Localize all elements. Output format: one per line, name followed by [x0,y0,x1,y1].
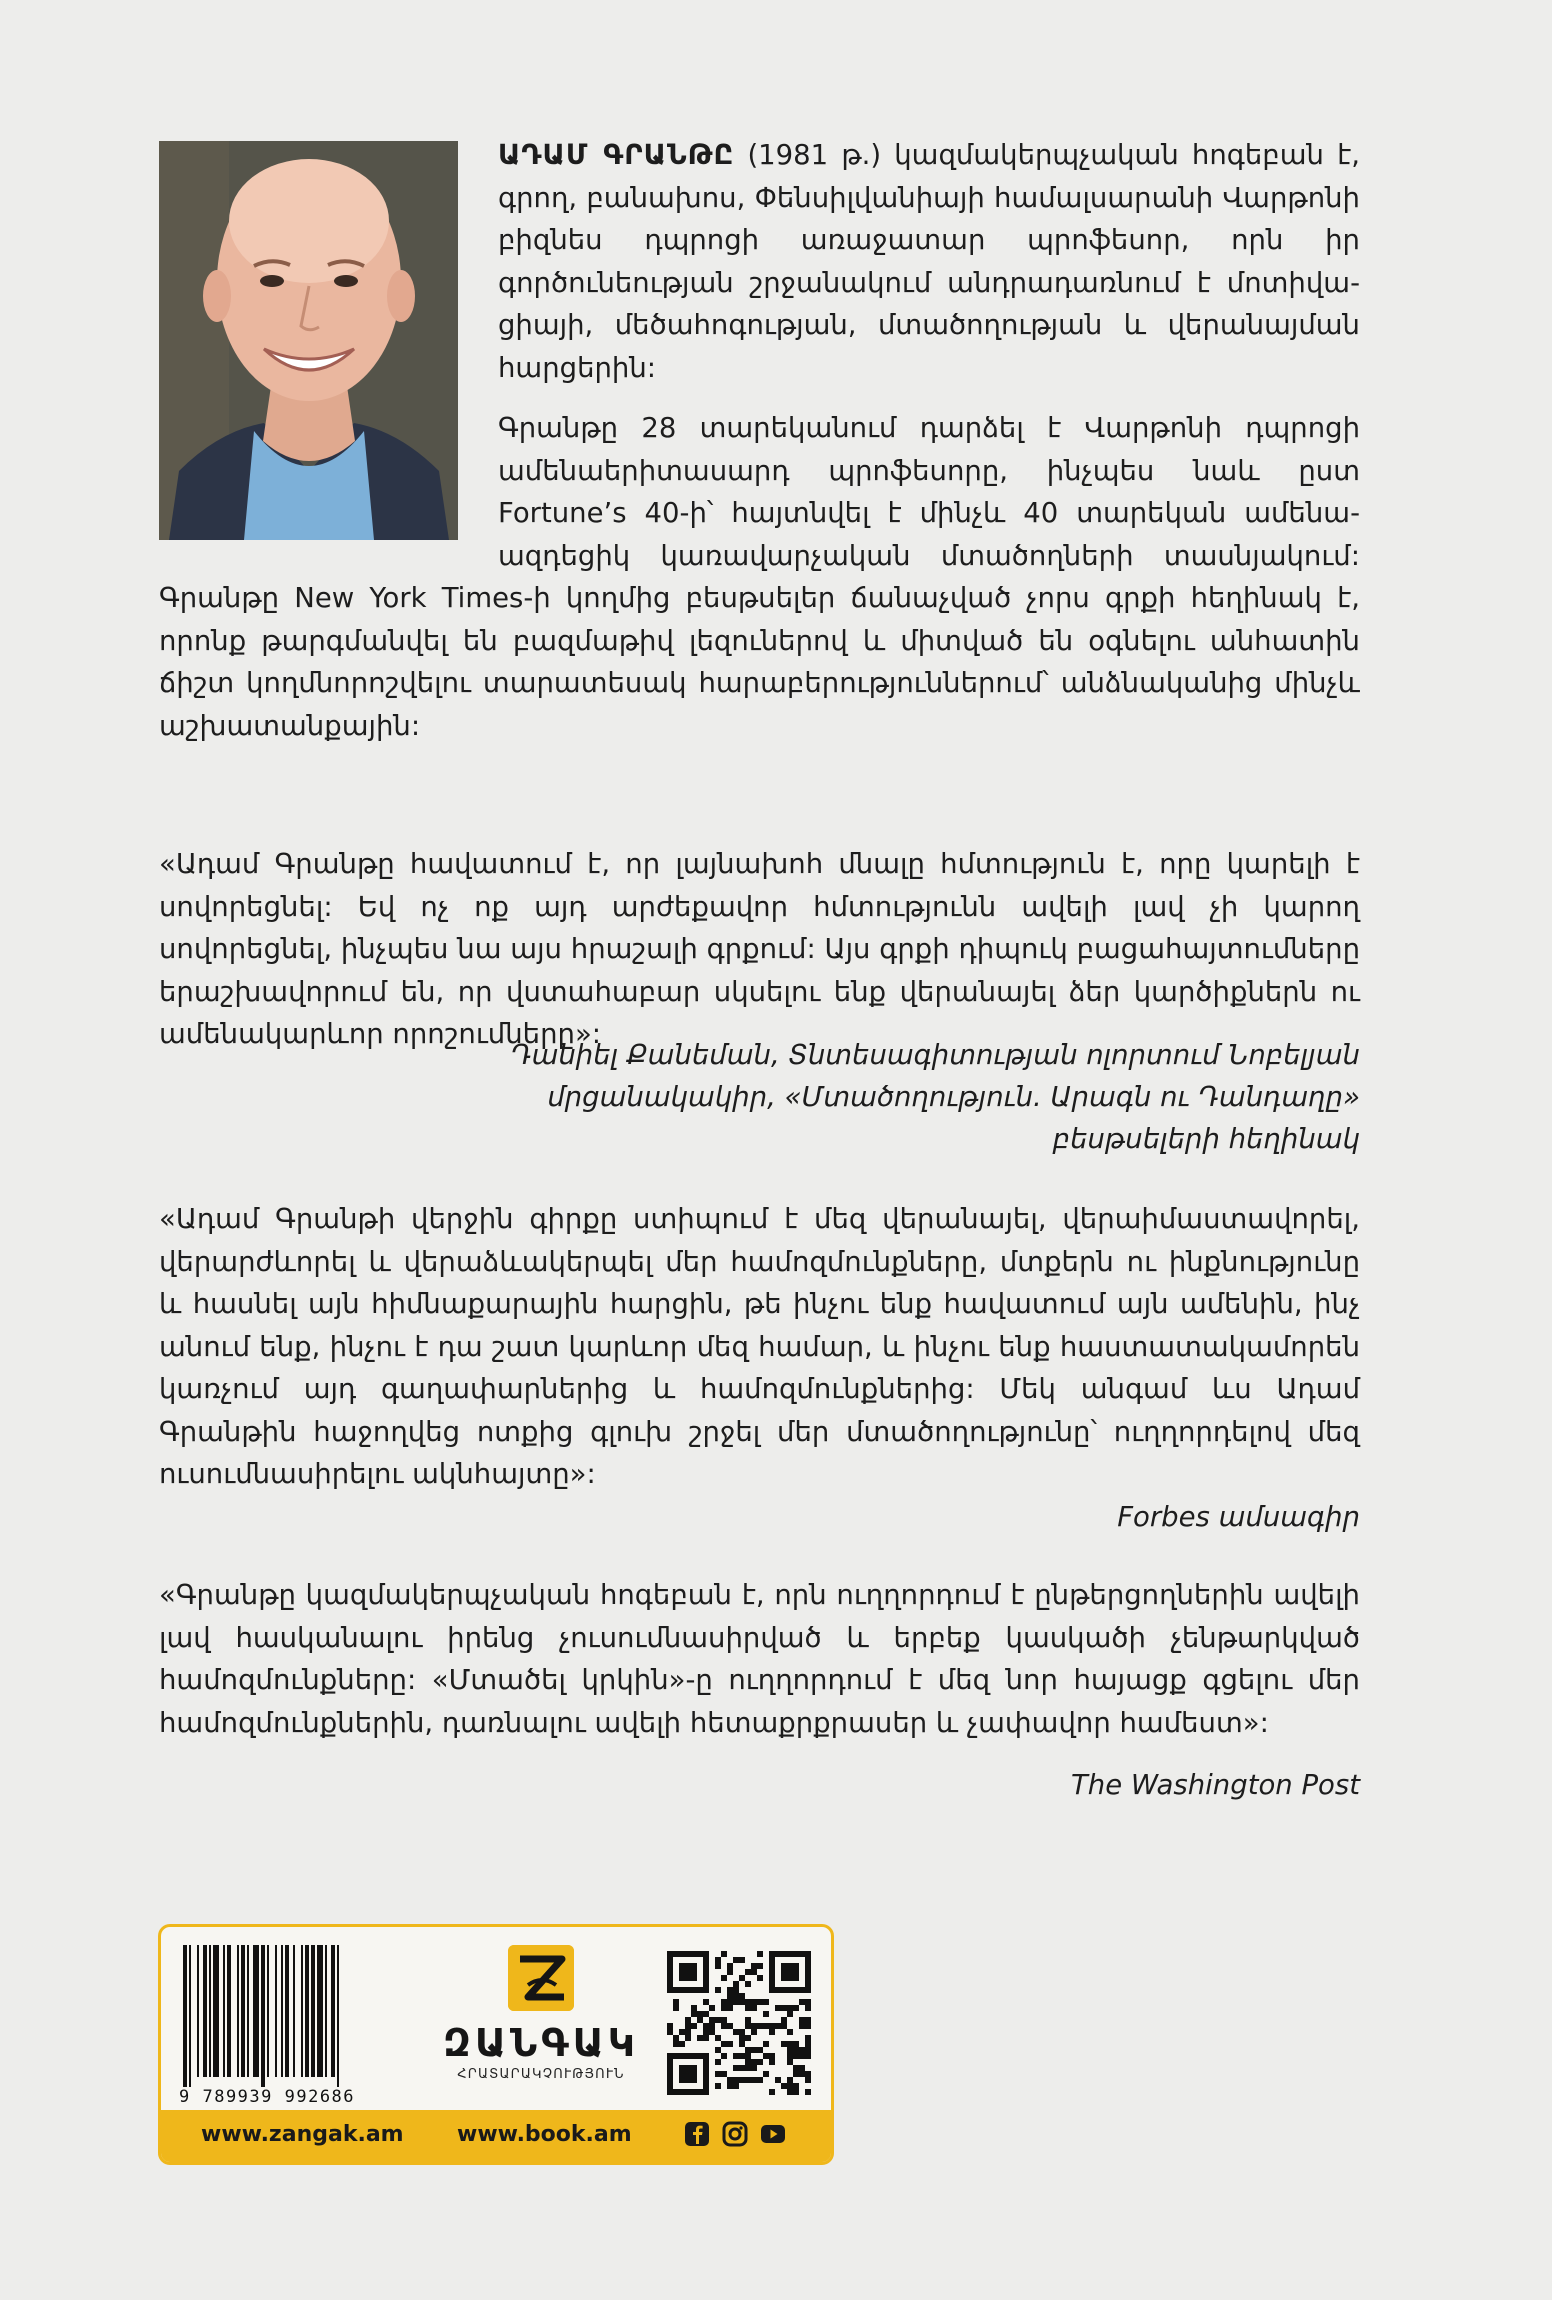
bio-paragraph-2: Գրանթը 28 տարեկանում դարձել է Վարթոնի դպրոցի ամենաերիտասարդ պրոֆեսորը, ինչպես նաև ըստ Fortune’s 40-ի՝ հայտնվել է մինչև 40 տարեկան ամենաազդեցիկ կառավարչական մտածողների տասնյակում: Գրանթը New York Times-ի կողմից բեսթսելեր ճանաչված չորս գրքի հեղինակ է, որոնք թարգմանվել են բազմաթիվ լեզուներով և միտված են օգնելու անհատին ճիշտ կողմնորոշվելու տարատեսակ հարաբերություններում՝ անձնականից մինչև աշխատանքային: [159,412,1360,742]
author-bio [159,134,1360,765]
social-links [684,2121,786,2147]
isbn-number: 9 789939 992686 [179,2087,356,2107]
isbn-barcode [179,1945,405,2095]
book-link[interactable]: www.book.am [457,2122,632,2147]
publisher-name: ԶԱՆԳԱԿ [443,2021,639,2065]
instagram-icon[interactable] [722,2121,748,2147]
quote-text: «Ադամ Գրանթը հավատում է, որ լայնախոհ մնալը հմտություն է, որը կարելի է սովորեցնել: Եվ ոչ ոք այդ արժեքավոր հմտությունն ավելի լավ չի կարող սովորեցնել, ինչպես նա այս հրաշալի գրքում: Այս գրքի դիպուկ բացահայտումները երաշխավորում են, որ վստահաբար սկսելու ենք վերանայել ձեր կարծիքներն ու ամենակարևոր որոշումները»: [159,848,1360,1050]
quote-attribution: Forbes ամսագիր [1117,1501,1360,1533]
quote-attribution: The Washington Post [1070,1769,1360,1801]
author-name: ԱԴԱՄ ԳՐԱՆԹԸ [498,139,735,171]
youtube-icon[interactable] [760,2121,786,2147]
quote-attribution: Դանիել Քանեման, Տնտեսագիտության ոլորտում Նոբելյան մրցանակակիր, «Մտածողություն. Արագն ու Դանդաղը» բեսթսելերի հեղինակ [510,1039,1360,1155]
publisher-logo-icon [508,1945,574,2011]
quote-text: «Ադամ Գրանթի վերջին գիրքը ստիպում է մեզ վերանայել, վերաիմաստավորել, վերարժևորել և վերաձևակերպել մեր համոզմունքները, մտքերն ու ինքնությունը և հասնել այն հիմնաքարային հարցին, թե ինչու ենք հավատում այն ամենին, ինչ անում ենք, ինչու է դա շատ կարևոր մեզ համար, և ինչու ենք հաստատակամորեն կառչում այդ գաղափարներից և համոզմունքներից: Մեկ անգամ ևս Ադամ Գրանթին հաջողվեց ոտքից գլուխ շրջել մեր մտածողությունը՝ ուղղորդելով մեզ ուսումնասիրելու ակնհայտը»: [159,1203,1360,1490]
publisher-subtitle: ՀՐԱՏԱՐԱԿՉՈՒԹՅՈՒՆ [457,2067,625,2082]
publisher-logo [441,1945,641,2105]
zangak-link[interactable]: www.zangak.am [201,2122,404,2147]
quote-text: «Գրանթը կազմակերպչական հոգեբան է, որն ուղղորդում է ընթերցողներին ավելի լավ հասկանալու իրենց չուսումնասիրված և երբեք կասկածի չենթարկված համոզմունքները: «Մտածել կրկին»-ը ուղղորդում է մեզ նոր հայացք գցելու մեր համոզմունքներին, դառնալու ավելի հետաքրքրասեր և չափավոր համեստ»: [159,1579,1360,1739]
publisher-footer [158,1924,834,2165]
qr-code [667,1951,811,2095]
footer-links-bar [161,2110,831,2162]
facebook-icon[interactable] [684,2121,710,2147]
bio-paragraph-1: ԱԴԱՄ ԳՐԱՆԹԸ (1981 թ.) կազմակերպչական հոգեբան է, գրող, բանախոս, Փենսիլվանիայի համալսարանի Վարթոնի բիզնես դպրոցի առաջատար պրոֆեսոր, որն իր գործունեության շրջանակում անդրադառնում է մոտիվացիայի, մեծահոգության, մտածողության և վերանայման հարցերին: [498,139,1360,384]
